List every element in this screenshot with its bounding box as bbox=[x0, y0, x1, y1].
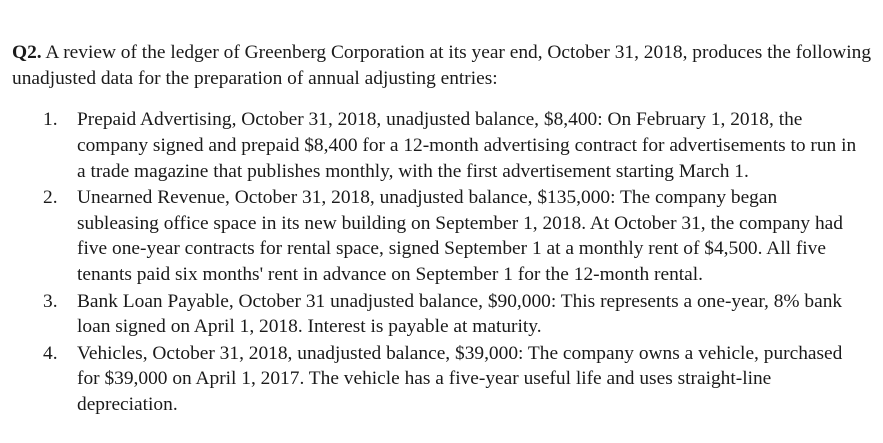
list-item-text: Bank Loan Payable, October 31 unadjusted balance, $90,000: This represents a one-year, 8% bank loan signed on April 1, 2018. Interest is payable at maturity. bbox=[77, 290, 843, 338]
question-label: Q2. bbox=[12, 42, 42, 63]
list-item bbox=[0, 185, 857, 288]
adjusting-data-list bbox=[0, 107, 883, 419]
list-item-text: Unearned Revenue, October 31, 2018, unadjusted balance, $135,000: The company began subleasing office space in its new building on September 1, 2018. At October 31, the company had five one-year contracts for rental space, signed September 1 at a monthly rent of $4,500. All five tenants paid six months' rent in advance on September 1 for the 12-month rental. bbox=[77, 186, 843, 286]
list-item-text: Vehicles, October 31, 2018, unadjusted balance, $39,000: The company owns a vehicle, purchased for $39,000 on April 1, 2017. The vehicle has a five-year useful life and uses straight-line depreciation. bbox=[77, 342, 843, 416]
list-item-number: 3. bbox=[43, 290, 58, 312]
list-item-number: 1. bbox=[43, 109, 58, 130]
list-item-number: 2. bbox=[43, 186, 58, 208]
question-intro bbox=[12, 40, 872, 91]
list-item bbox=[0, 289, 857, 341]
question-intro-text: A review of the ledger of Greenberg Corporation at its year end, October 31, 2018, produces the following unadjusted data for the preparation of annual adjusting entries: bbox=[12, 42, 872, 89]
list-item bbox=[0, 107, 857, 184]
list-item bbox=[0, 341, 857, 418]
list-item-text: Prepaid Advertising, October 31, 2018, unadjusted balance, $8,400: On February 1, 2018, the company signed and prepaid $8,400 for a 12-month advertising contract for advertisements to run in a trade magazine that publishes monthly, with the first advertisement starting March 1. bbox=[77, 109, 857, 182]
list-item-number: 4. bbox=[43, 342, 58, 364]
